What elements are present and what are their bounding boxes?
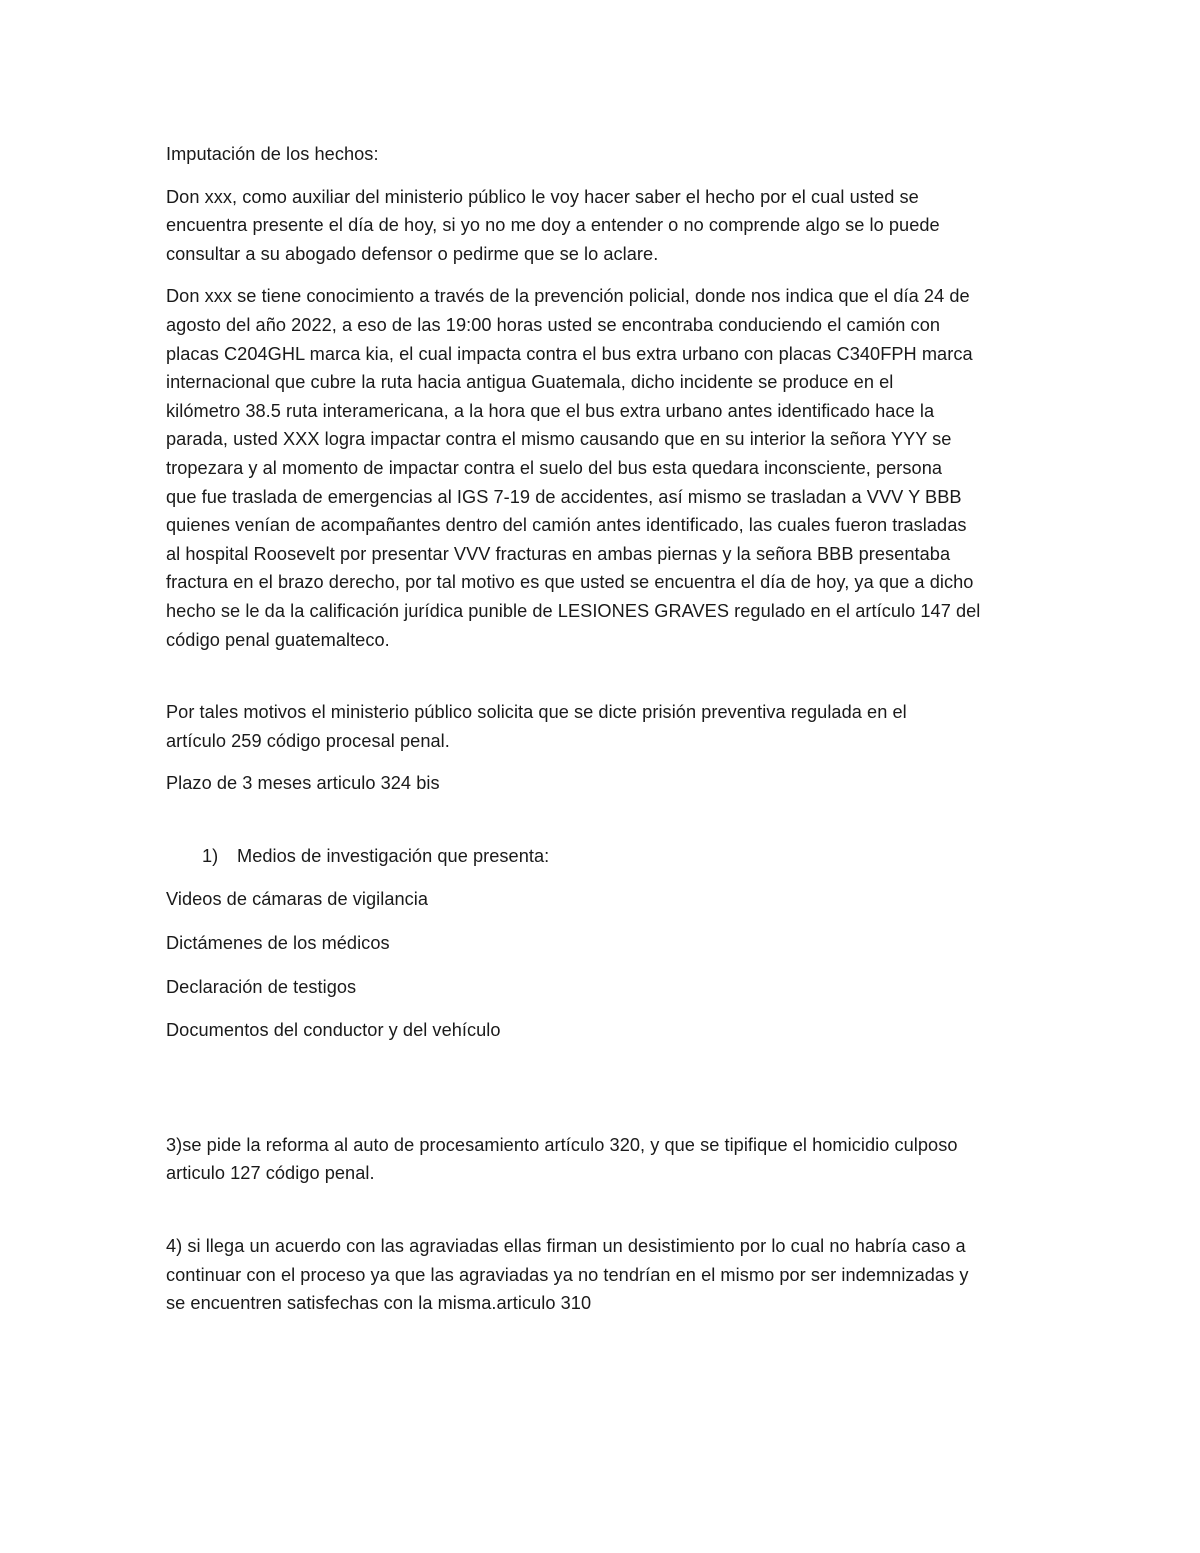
facts-line: parada, usted XXX logra impactar contra el mismo causando que en su interior la señora YYY se — [166, 429, 952, 450]
facts-line: que fue traslada de emergencias al IGS 7-19 de accidentes, así mismo se trasladan a VVV Y BBB — [166, 486, 962, 507]
spacer — [166, 755, 1046, 769]
request-paragraph — [166, 698, 1046, 755]
spacer — [166, 268, 1046, 282]
item3-paragraph — [166, 1131, 1046, 1188]
spacer — [166, 1188, 1046, 1232]
evidence-item: Dictámenes de los médicos — [166, 933, 390, 954]
spacer — [166, 654, 1046, 698]
document-body — [166, 140, 1046, 1318]
spacer — [166, 1045, 1046, 1131]
item4-line: 4) si llega un acuerdo con las agraviadas ellas firman un desistimiento por lo cual no habría caso a — [166, 1236, 966, 1257]
facts-line: código penal guatemalteco. — [166, 629, 390, 650]
facts-line: fractura en el brazo derecho, por tal motivo es que usted se encuentra el día de hoy, ya que a dicho — [166, 572, 974, 593]
facts-line: tropezara y al momento de impactar contra el suelo del bus esta quedara inconsciente, persona — [166, 457, 943, 478]
heading: Imputación de los hechos: — [166, 144, 379, 164]
evidence-item: Declaración de testigos — [166, 976, 357, 997]
spacer — [166, 1001, 1046, 1016]
facts-line: agosto del año 2022, a eso de las 19:00 horas usted se encontraba conduciendo el camión con — [166, 314, 941, 335]
facts-line: hecho se le da la calificación jurídica punible de LESIONES GRAVES regulado en el artículo 147 del — [166, 600, 981, 621]
evidence-item: Documentos del conductor y del vehículo — [166, 1020, 501, 1041]
facts-line: internacional que cubre la ruta hacia antigua Guatemala, dicho incidente se produce en el — [166, 372, 894, 393]
evidence-item: Videos de cámaras de vigilancia — [166, 889, 429, 910]
spacer — [166, 169, 1046, 183]
intro-line: encuentra presente el día de hoy, si yo no me doy a entender o no comprende algo se lo puede — [166, 215, 940, 236]
request-line: artículo 259 código procesal penal. — [166, 730, 450, 751]
intro-line: consultar a su abogado defensor o pedirme que se lo aclare. — [166, 243, 659, 264]
facts-line: placas C204GHL marca kia, el cual impacta contra el bus extra urbano con placas C340FPH marca — [166, 343, 973, 364]
item4-line: continuar con el proceso ya que las agraviadas ya no tendrían en el mismo por ser indemnizadas y — [166, 1264, 969, 1285]
item3-line: 3)se pide la reforma al auto de procesamiento artículo 320, y que se tipifique el homicidio culposo — [166, 1134, 958, 1155]
intro-paragraph — [166, 183, 1046, 269]
facts-line: al hospital Roosevelt por presentar VVV fracturas en ambas piernas y la señora BBB presentaba — [166, 543, 951, 564]
term-line: Plazo de 3 meses articulo 324 bis — [166, 773, 440, 794]
facts-line: Don xxx se tiene conocimiento a través de la prevención policial, donde nos indica que el día 24 de — [166, 286, 970, 307]
list-text: Medios de investigación que presenta: — [237, 845, 550, 866]
facts-paragraph — [166, 282, 1046, 654]
item4-line: se encuentren satisfechas con la misma.articulo 310 — [166, 1293, 592, 1314]
spacer — [166, 914, 1046, 929]
item3-line: articulo 127 código penal. — [166, 1163, 375, 1184]
intro-line: Don xxx, como auxiliar del ministerio público le voy hacer saber el hecho por el cual usted se — [166, 186, 919, 207]
facts-line: quienes venían de acompañantes dentro del camión antes identificado, las cuales fueron trasladas — [166, 515, 967, 536]
list-number: 1) — [202, 845, 219, 866]
spacer — [166, 958, 1046, 973]
spacer — [166, 798, 1046, 842]
spacer — [166, 870, 1046, 885]
item4-paragraph — [166, 1232, 1046, 1318]
request-line: Por tales motivos el ministerio público solicita que se dicte prisión preventiva regulada en el — [166, 702, 907, 723]
list-item — [166, 842, 1046, 871]
facts-line: kilómetro 38.5 ruta interamericana, a la hora que el bus extra urbano antes identificado hace la — [166, 400, 935, 421]
